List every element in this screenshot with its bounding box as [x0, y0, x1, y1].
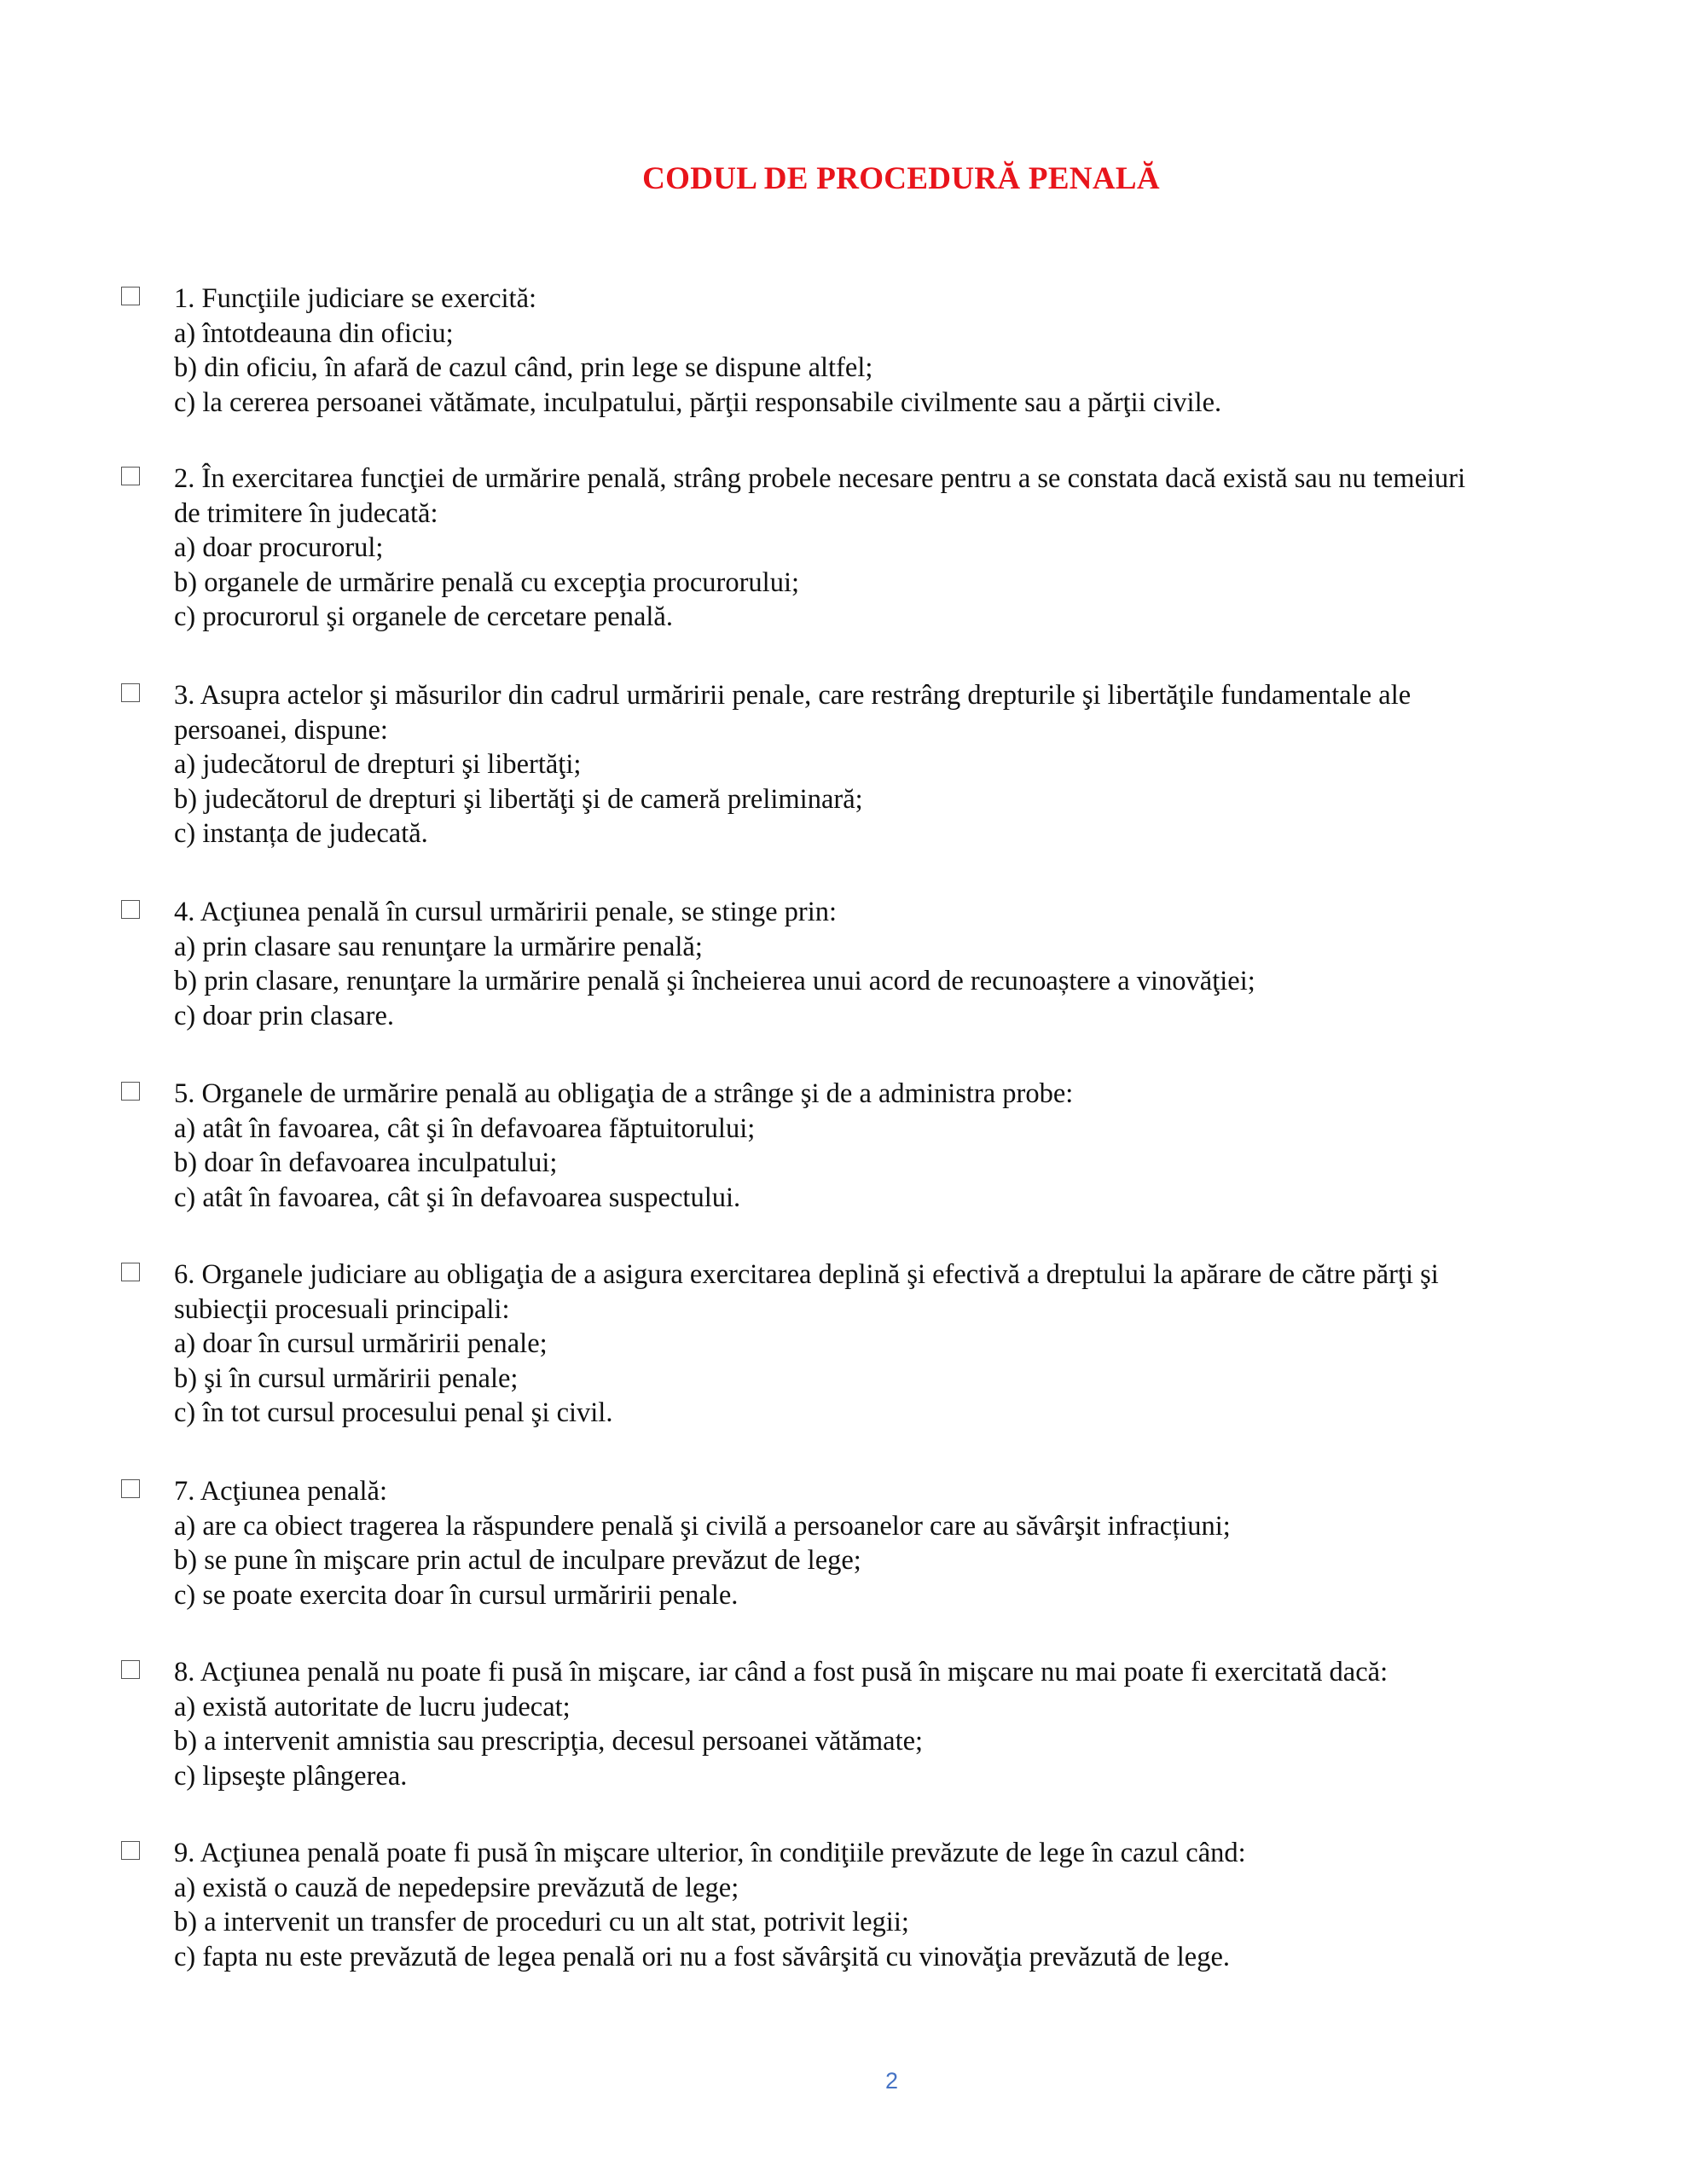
answer-checkbox[interactable] [121, 467, 140, 485]
option-c: c) procurorul şi organele de cercetare penală. [174, 601, 673, 632]
option-b: b) judecătorul de drepturi şi libertăţi şi de cameră preliminară; [174, 783, 863, 815]
question-text [174, 1836, 1590, 1974]
option-a: a) există autoritate de lucru judecat; [174, 1691, 571, 1722]
question-stem: 5. Organele de urmărire penală au obligaţia de a strânge şi de a administra probe: [174, 1078, 1074, 1109]
option-a: a) întotdeauna din oficiu; [174, 317, 454, 349]
option-a: a) doar procurorul; [174, 532, 384, 563]
question-stem: 7. Acţiunea penală: [174, 1476, 387, 1507]
answer-checkbox[interactable] [121, 1479, 140, 1498]
answer-checkbox[interactable] [121, 1841, 140, 1860]
question-stem: 8. Acţiunea penală nu poate fi pusă în mişcare, iar când a fost pusă în mişcare nu mai poate fi exercitată dacă: [174, 1657, 1388, 1687]
option-a: a) doar în cursul urmăririi penale; [174, 1328, 548, 1359]
question-text [174, 1474, 1590, 1612]
option-a: a) există o cauză de nepedepsire prevăzută de lege; [174, 1872, 739, 1903]
answer-checkbox[interactable] [121, 287, 140, 305]
option-c: c) doar prin clasare. [174, 1000, 395, 1031]
question-text [174, 1655, 1590, 1793]
question-stem: 3. Asupra actelor şi măsurilor din cadrul urmăririi penale, care restrâng drepturile şi libertăţile fundamentale ale [174, 680, 1412, 711]
option-a: a) judecătorul de drepturi şi libertăţi; [174, 749, 582, 780]
page-number: 2 [885, 2068, 899, 2094]
question-stem-continued: subiecţii procesuali principali: [174, 1293, 510, 1325]
option-a: a) are ca obiect tragerea la răspundere penală şi civilă a persoanelor care au săvârşit infracțiuni; [174, 1510, 1231, 1542]
question-stem-continued: de trimitere în judecată: [174, 497, 438, 529]
question-text [174, 282, 1590, 420]
option-c: c) lipseşte plângerea. [174, 1760, 408, 1792]
option-a: a) prin clasare sau renunţare la urmărire penală; [174, 931, 703, 962]
option-b: b) se pune în mişcare prin actul de inculpare prevăzut de lege; [174, 1545, 861, 1576]
question-text [174, 678, 1590, 851]
option-c: c) atât în favoarea, cât şi în defavoarea suspectului. [174, 1182, 741, 1213]
option-b: b) a intervenit amnistia sau prescripţia, decesul persoanei vătămate; [174, 1726, 924, 1757]
question-stem: 9. Acţiunea penală poate fi pusă în mişcare ulterior, în condiţiile prevăzute de lege în cazul când: [174, 1838, 1246, 1868]
question-text [174, 1077, 1590, 1215]
question-stem: 4. Acţiunea penală în cursul urmăririi penale, se stinge prin: [174, 897, 838, 927]
question-stem-continued: persoanei, dispune: [174, 714, 388, 746]
option-b: b) din oficiu, în afară de cazul când, prin lege se dispune altfel; [174, 352, 873, 383]
option-b: b) prin clasare, renunţare la urmărire penală şi încheierea unui acord de recunoaștere a vinovăţiei; [174, 966, 1255, 996]
option-c: c) instanța de judecată. [174, 818, 428, 849]
option-c: c) fapta nu este prevăzută de legea penală ori nu a fost săvârşită cu vinovăţia prevăzută de lege. [174, 1941, 1231, 1972]
option-b: b) şi în cursul urmăririi penale; [174, 1362, 519, 1394]
question-stem: 6. Organele judiciare au obligaţia de a asigura exercitarea deplină şi efectivă a dreptului la apărare de către părţi şi [174, 1259, 1439, 1290]
question-text [174, 462, 1590, 635]
option-c: c) se poate exercita doar în cursul urmăririi penale. [174, 1579, 739, 1611]
option-c: c) la cererea persoanei vătămate, inculpatului, părţii responsabile civilmente sau a părţii civile. [174, 386, 1222, 418]
option-c: c) în tot cursul procesului penal şi civil. [174, 1397, 613, 1428]
answer-checkbox[interactable] [121, 1660, 140, 1679]
answer-checkbox[interactable] [121, 1263, 140, 1281]
page-title: CODUL DE PROCEDURĂ PENALĂ [642, 161, 1160, 196]
option-b: b) organele de urmărire penală cu excepţia procurorului; [174, 566, 800, 598]
question-text [174, 1258, 1590, 1431]
answer-checkbox[interactable] [121, 900, 140, 919]
option-a: a) atât în favoarea, cât şi în defavoarea făptuitorului; [174, 1112, 756, 1144]
question-text [174, 895, 1590, 1033]
answer-checkbox[interactable] [121, 1082, 140, 1101]
option-b: b) a intervenit un transfer de proceduri cu un alt stat, potrivit legii; [174, 1907, 909, 1937]
question-stem: 2. În exercitarea funcţiei de urmărire penală, strâng probele necesare pentru a se constata dacă există sau nu temeiuri [174, 463, 1466, 494]
answer-checkbox[interactable] [121, 683, 140, 702]
question-stem: 1. Funcţiile judiciare se exercită: [174, 283, 537, 314]
option-b: b) doar în defavoarea inculpatului; [174, 1147, 558, 1178]
